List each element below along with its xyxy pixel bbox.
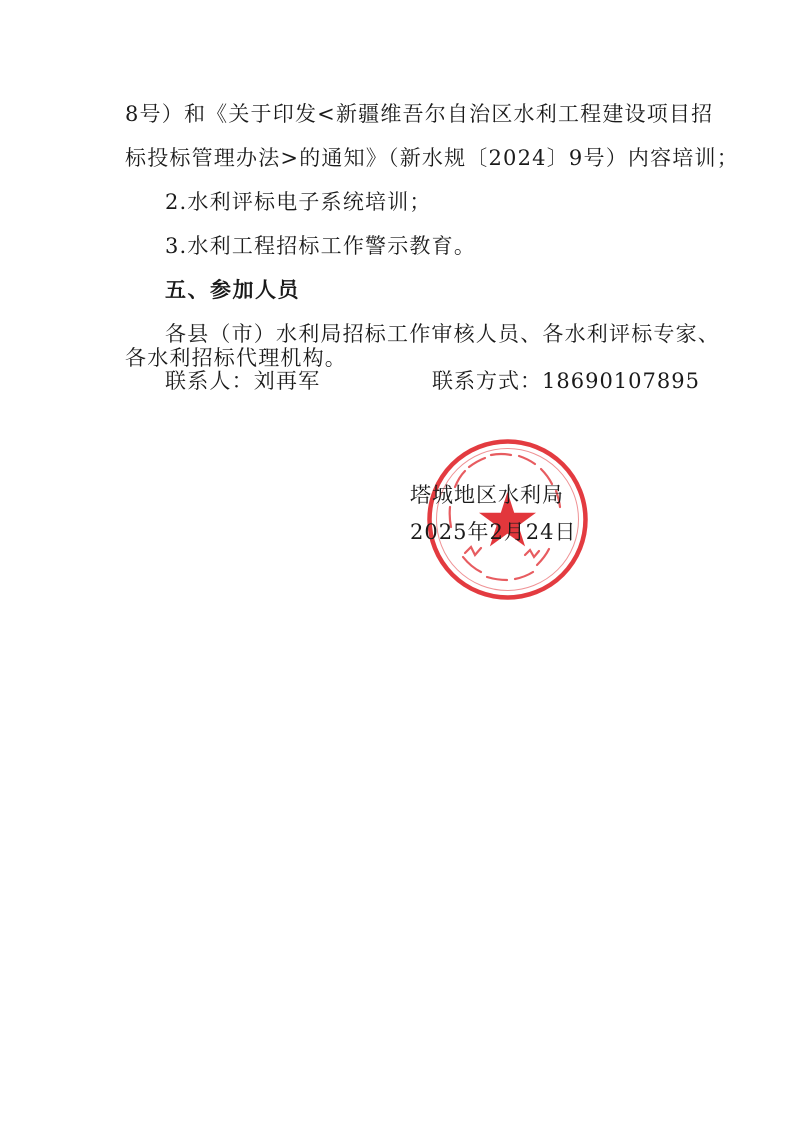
signature-date: 2025年2月24日 bbox=[410, 520, 577, 544]
attendees-line-2: 各水利招标代理机构。 bbox=[125, 346, 347, 370]
section-heading: 五、参加人员 bbox=[165, 278, 300, 302]
list-item-2: 2.水利评标电子系统培训； bbox=[165, 190, 432, 214]
paragraph-line-1: 8号）和《关于印发<新疆维吾尔自治区水利工程建设项目招 bbox=[125, 102, 714, 126]
contact-person: 联系人：刘再军 bbox=[165, 369, 321, 393]
contact-phone: 联系方式：18690107895 bbox=[432, 369, 700, 393]
attendees-line-1: 各县（市）水利局招标工作审核人员、各水利评标专家、 bbox=[165, 322, 720, 346]
list-item-3: 3.水利工程招标工作警示教育。 bbox=[165, 234, 477, 258]
signature-organization: 塔城地区水利局 bbox=[410, 483, 564, 507]
paragraph-line-2: 标投标管理办法>的通知》（新水规〔2024〕9号）内容培训； bbox=[125, 146, 739, 170]
